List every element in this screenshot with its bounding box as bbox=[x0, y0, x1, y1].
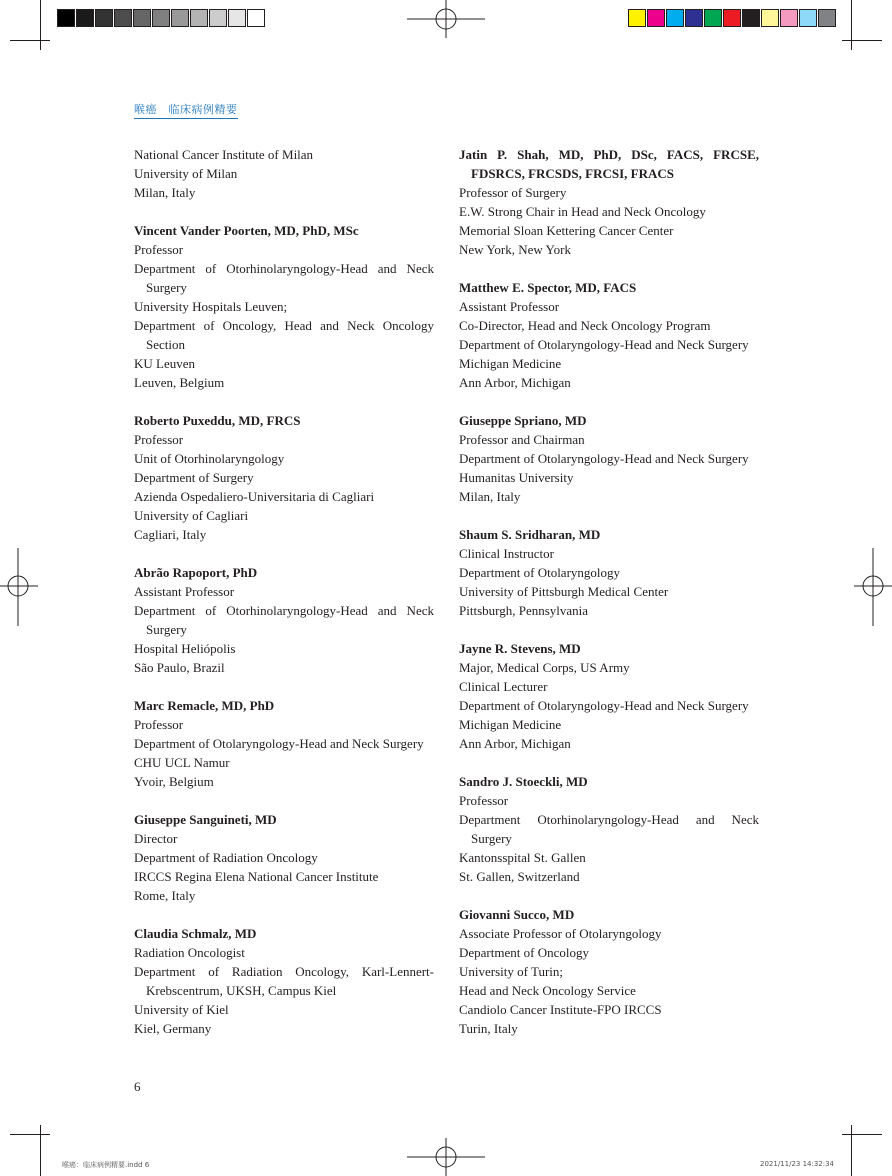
affiliation-line: Kantonsspital St. Gallen bbox=[459, 850, 586, 865]
grayscale-swatch bbox=[171, 9, 189, 27]
affiliation-line: Professor and Chairman bbox=[459, 432, 585, 447]
affiliation-line: Department of Otolaryngology bbox=[459, 565, 621, 580]
crop-mark-br-h bbox=[842, 1134, 882, 1135]
contributor-name: Roberto Puxeddu, MD, FRCS bbox=[134, 413, 301, 428]
process-color-swatch bbox=[628, 9, 646, 27]
process-color-swatch bbox=[799, 9, 817, 27]
contributor-entry bbox=[134, 924, 434, 1038]
affiliation-line: Professor of Surgery bbox=[459, 185, 567, 200]
affiliation-line: University of Pittsburgh Medical Center bbox=[459, 584, 669, 599]
affiliation-line: New York, New York bbox=[459, 242, 571, 257]
affiliation-line: Milan, Italy bbox=[459, 489, 521, 504]
affiliation-line: Major, Medical Corps, US Army bbox=[459, 660, 630, 675]
affiliation-line: Department of Otolaryngology-Head and Neck Surgery bbox=[459, 451, 749, 466]
affiliation-line: Azienda Ospedaliero-Universitaria di Cagliari bbox=[134, 489, 375, 504]
slug-file: 喉癌：临床病例精要.indd 6 bbox=[62, 1161, 150, 1169]
registration-mark-right-icon bbox=[852, 548, 892, 628]
affiliation-line: Memorial Sloan Kettering Cancer Center bbox=[459, 223, 674, 238]
contributor-name: Giuseppe Spriano, MD bbox=[459, 413, 587, 428]
affiliation-line: CHU UCL Namur bbox=[134, 755, 230, 770]
affiliation-line: Section bbox=[146, 337, 185, 352]
affiliation-line: Associate Professor of Otolaryngology bbox=[459, 926, 662, 941]
affiliation-line: Surgery bbox=[471, 831, 512, 846]
registration-mark-bottom-icon bbox=[407, 1136, 487, 1176]
contributor-entry bbox=[134, 696, 434, 791]
affiliation-line: Michigan Medicine bbox=[459, 356, 562, 371]
affiliation-line: Ann Arbor, Michigan bbox=[459, 736, 571, 751]
process-color-swatch bbox=[685, 9, 703, 27]
grayscale-swatch bbox=[133, 9, 151, 27]
affiliation-line: Michigan Medicine bbox=[459, 717, 562, 732]
affiliation-line: Professor bbox=[134, 717, 184, 732]
affiliation-line: University Hospitals Leuven; bbox=[134, 299, 288, 314]
crop-mark-tl-v bbox=[40, 0, 41, 50]
affiliation-line: Department of Otolaryngology-Head and Neck Surgery bbox=[459, 698, 749, 713]
registration-mark-top-icon bbox=[407, 0, 487, 40]
affiliation-line: National Cancer Institute of Milan bbox=[134, 147, 314, 162]
contributor-entry bbox=[134, 411, 434, 544]
affiliation-line: Professor bbox=[134, 432, 184, 447]
affiliation-line: Co-Director, Head and Neck Oncology Program bbox=[459, 318, 711, 333]
affiliation-line: Hospital Heliópolis bbox=[134, 641, 236, 656]
affiliation-line: Director bbox=[134, 831, 178, 846]
crop-mark-tl-h bbox=[10, 40, 50, 41]
affiliation-line: Professor bbox=[134, 242, 184, 257]
affiliation-line: Department of Radiation Oncology bbox=[134, 850, 318, 865]
contributor-name: Giovanni Succo, MD bbox=[459, 907, 575, 922]
contributor-entry bbox=[459, 525, 759, 620]
affiliation-line: Department of Radiation Oncology, Karl-Lennert- bbox=[134, 964, 434, 979]
process-color-swatch bbox=[761, 9, 779, 27]
affiliation-line: Department of Otolaryngology-Head and Neck Surgery bbox=[134, 736, 424, 751]
grayscale-swatch bbox=[114, 9, 132, 27]
grayscale-swatch bbox=[209, 9, 227, 27]
affiliation-line: Professor bbox=[459, 793, 509, 808]
slug-timestamp: 2021/11/23 14:32:34 bbox=[760, 1160, 835, 1168]
affiliation-line: University of Cagliari bbox=[134, 508, 249, 523]
process-color-swatch bbox=[742, 9, 760, 27]
contributor-entry bbox=[134, 145, 434, 202]
affiliation-line: Pittsburgh, Pennsylvania bbox=[459, 603, 589, 618]
contributor-name: Jayne R. Stevens, MD bbox=[459, 641, 581, 656]
contributor-name: Abrão Rapoport, PhD bbox=[134, 565, 258, 580]
contributor-name: Giuseppe Sanguineti, MD bbox=[134, 812, 277, 827]
grayscale-swatch bbox=[76, 9, 94, 27]
affiliation-line: Head and Neck Oncology Service bbox=[459, 983, 636, 998]
contributor-name: Shaum S. Sridharan, MD bbox=[459, 527, 601, 542]
contributor-entry bbox=[459, 772, 759, 886]
contributor-entry bbox=[459, 145, 759, 259]
affiliation-line: Yvoir, Belgium bbox=[134, 774, 214, 789]
process-color-swatch bbox=[666, 9, 684, 27]
affiliation-line: Krebscentrum, UKSH, Campus Kiel bbox=[146, 983, 337, 998]
contributor-name-continued: FDSRCS, FRCSDS, FRCSI, FRACS bbox=[471, 166, 674, 181]
grayscale-swatch bbox=[190, 9, 208, 27]
process-color-swatch bbox=[704, 9, 722, 27]
running-header: 喉癌 临床病例精要 bbox=[134, 101, 238, 119]
affiliation-line: Department of Oncology, Head and Neck Oncology bbox=[134, 318, 434, 333]
affiliation-line: Humanitas University bbox=[459, 470, 574, 485]
contributor-entry bbox=[459, 278, 759, 392]
affiliation-line: Ann Arbor, Michigan bbox=[459, 375, 571, 390]
contributor-name: Jatin P. Shah, MD, PhD, DSc, FACS, FRCSE, bbox=[459, 147, 759, 162]
process-color-swatch bbox=[647, 9, 665, 27]
process-color-swatch bbox=[818, 9, 836, 27]
grayscale-swatch bbox=[57, 9, 75, 27]
crop-mark-tr-h bbox=[842, 40, 882, 41]
page-number: 6 bbox=[134, 1079, 141, 1094]
grayscale-swatch bbox=[95, 9, 113, 27]
affiliation-line: Candiolo Cancer Institute-FPO IRCCS bbox=[459, 1002, 662, 1017]
affiliation-line: Cagliari, Italy bbox=[134, 527, 207, 542]
affiliation-line: Leuven, Belgium bbox=[134, 375, 225, 390]
process-color-swatch bbox=[780, 9, 798, 27]
affiliation-line: University of Milan bbox=[134, 166, 238, 181]
affiliation-line: University of Kiel bbox=[134, 1002, 229, 1017]
affiliation-line: St. Gallen, Switzerland bbox=[459, 869, 580, 884]
registration-mark-left-icon bbox=[0, 548, 40, 628]
affiliation-line: Department Otorhinolaryngology-Head and Neck bbox=[459, 812, 759, 827]
grayscale-swatch bbox=[152, 9, 170, 27]
grayscale-swatch bbox=[247, 9, 265, 27]
contributor-name: Claudia Schmalz, MD bbox=[134, 926, 257, 941]
affiliation-line: Clinical Lecturer bbox=[459, 679, 548, 694]
affiliation-line: Surgery bbox=[146, 622, 187, 637]
right-column bbox=[459, 145, 759, 1057]
contributor-name: Vincent Vander Poorten, MD, PhD, MSc bbox=[134, 223, 359, 238]
affiliation-line: São Paulo, Brazil bbox=[134, 660, 225, 675]
affiliation-line: Turin, Italy bbox=[459, 1021, 518, 1036]
crop-mark-bl-h bbox=[10, 1134, 50, 1135]
affiliation-line: Assistant Professor bbox=[459, 299, 560, 314]
process-color-swatch bbox=[723, 9, 741, 27]
contributor-entry bbox=[134, 221, 434, 392]
affiliation-line: Department of Surgery bbox=[134, 470, 254, 485]
affiliation-line: Surgery bbox=[146, 280, 187, 295]
affiliation-line: Department of Otorhinolaryngology-Head and Neck bbox=[134, 261, 434, 276]
affiliation-line: University of Turin; bbox=[459, 964, 564, 979]
affiliation-line: Kiel, Germany bbox=[134, 1021, 212, 1036]
affiliation-line: Department of Otolaryngology-Head and Neck Surgery bbox=[459, 337, 749, 352]
affiliation-line: E.W. Strong Chair in Head and Neck Oncology bbox=[459, 204, 706, 219]
crop-mark-br-v bbox=[851, 1125, 852, 1176]
contributor-name: Sandro J. Stoeckli, MD bbox=[459, 774, 588, 789]
affiliation-line: Department of Otorhinolaryngology-Head and Neck bbox=[134, 603, 434, 618]
contributor-name: Marc Remacle, MD, PhD bbox=[134, 698, 275, 713]
contributor-name: Matthew E. Spector, MD, FACS bbox=[459, 280, 637, 295]
affiliation-line: Assistant Professor bbox=[134, 584, 235, 599]
affiliation-line: Department of Oncology bbox=[459, 945, 589, 960]
affiliation-line: KU Leuven bbox=[134, 356, 196, 371]
affiliation-line: Milan, Italy bbox=[134, 185, 196, 200]
contributor-entry bbox=[459, 411, 759, 506]
affiliation-line: Clinical Instructor bbox=[459, 546, 554, 561]
contributor-entry bbox=[134, 810, 434, 905]
affiliation-line: Radiation Oncologist bbox=[134, 945, 245, 960]
affiliation-line: Rome, Italy bbox=[134, 888, 196, 903]
contributor-entry bbox=[459, 639, 759, 753]
contributor-entry bbox=[134, 563, 434, 677]
contributor-entry bbox=[459, 905, 759, 1038]
left-column bbox=[134, 145, 434, 1057]
crop-mark-bl-v bbox=[40, 1125, 41, 1176]
affiliation-line: Unit of Otorhinolaryngology bbox=[134, 451, 285, 466]
affiliation-line: IRCCS Regina Elena National Cancer Institute bbox=[134, 869, 379, 884]
crop-mark-tr-v bbox=[851, 0, 852, 50]
grayscale-swatch bbox=[228, 9, 246, 27]
